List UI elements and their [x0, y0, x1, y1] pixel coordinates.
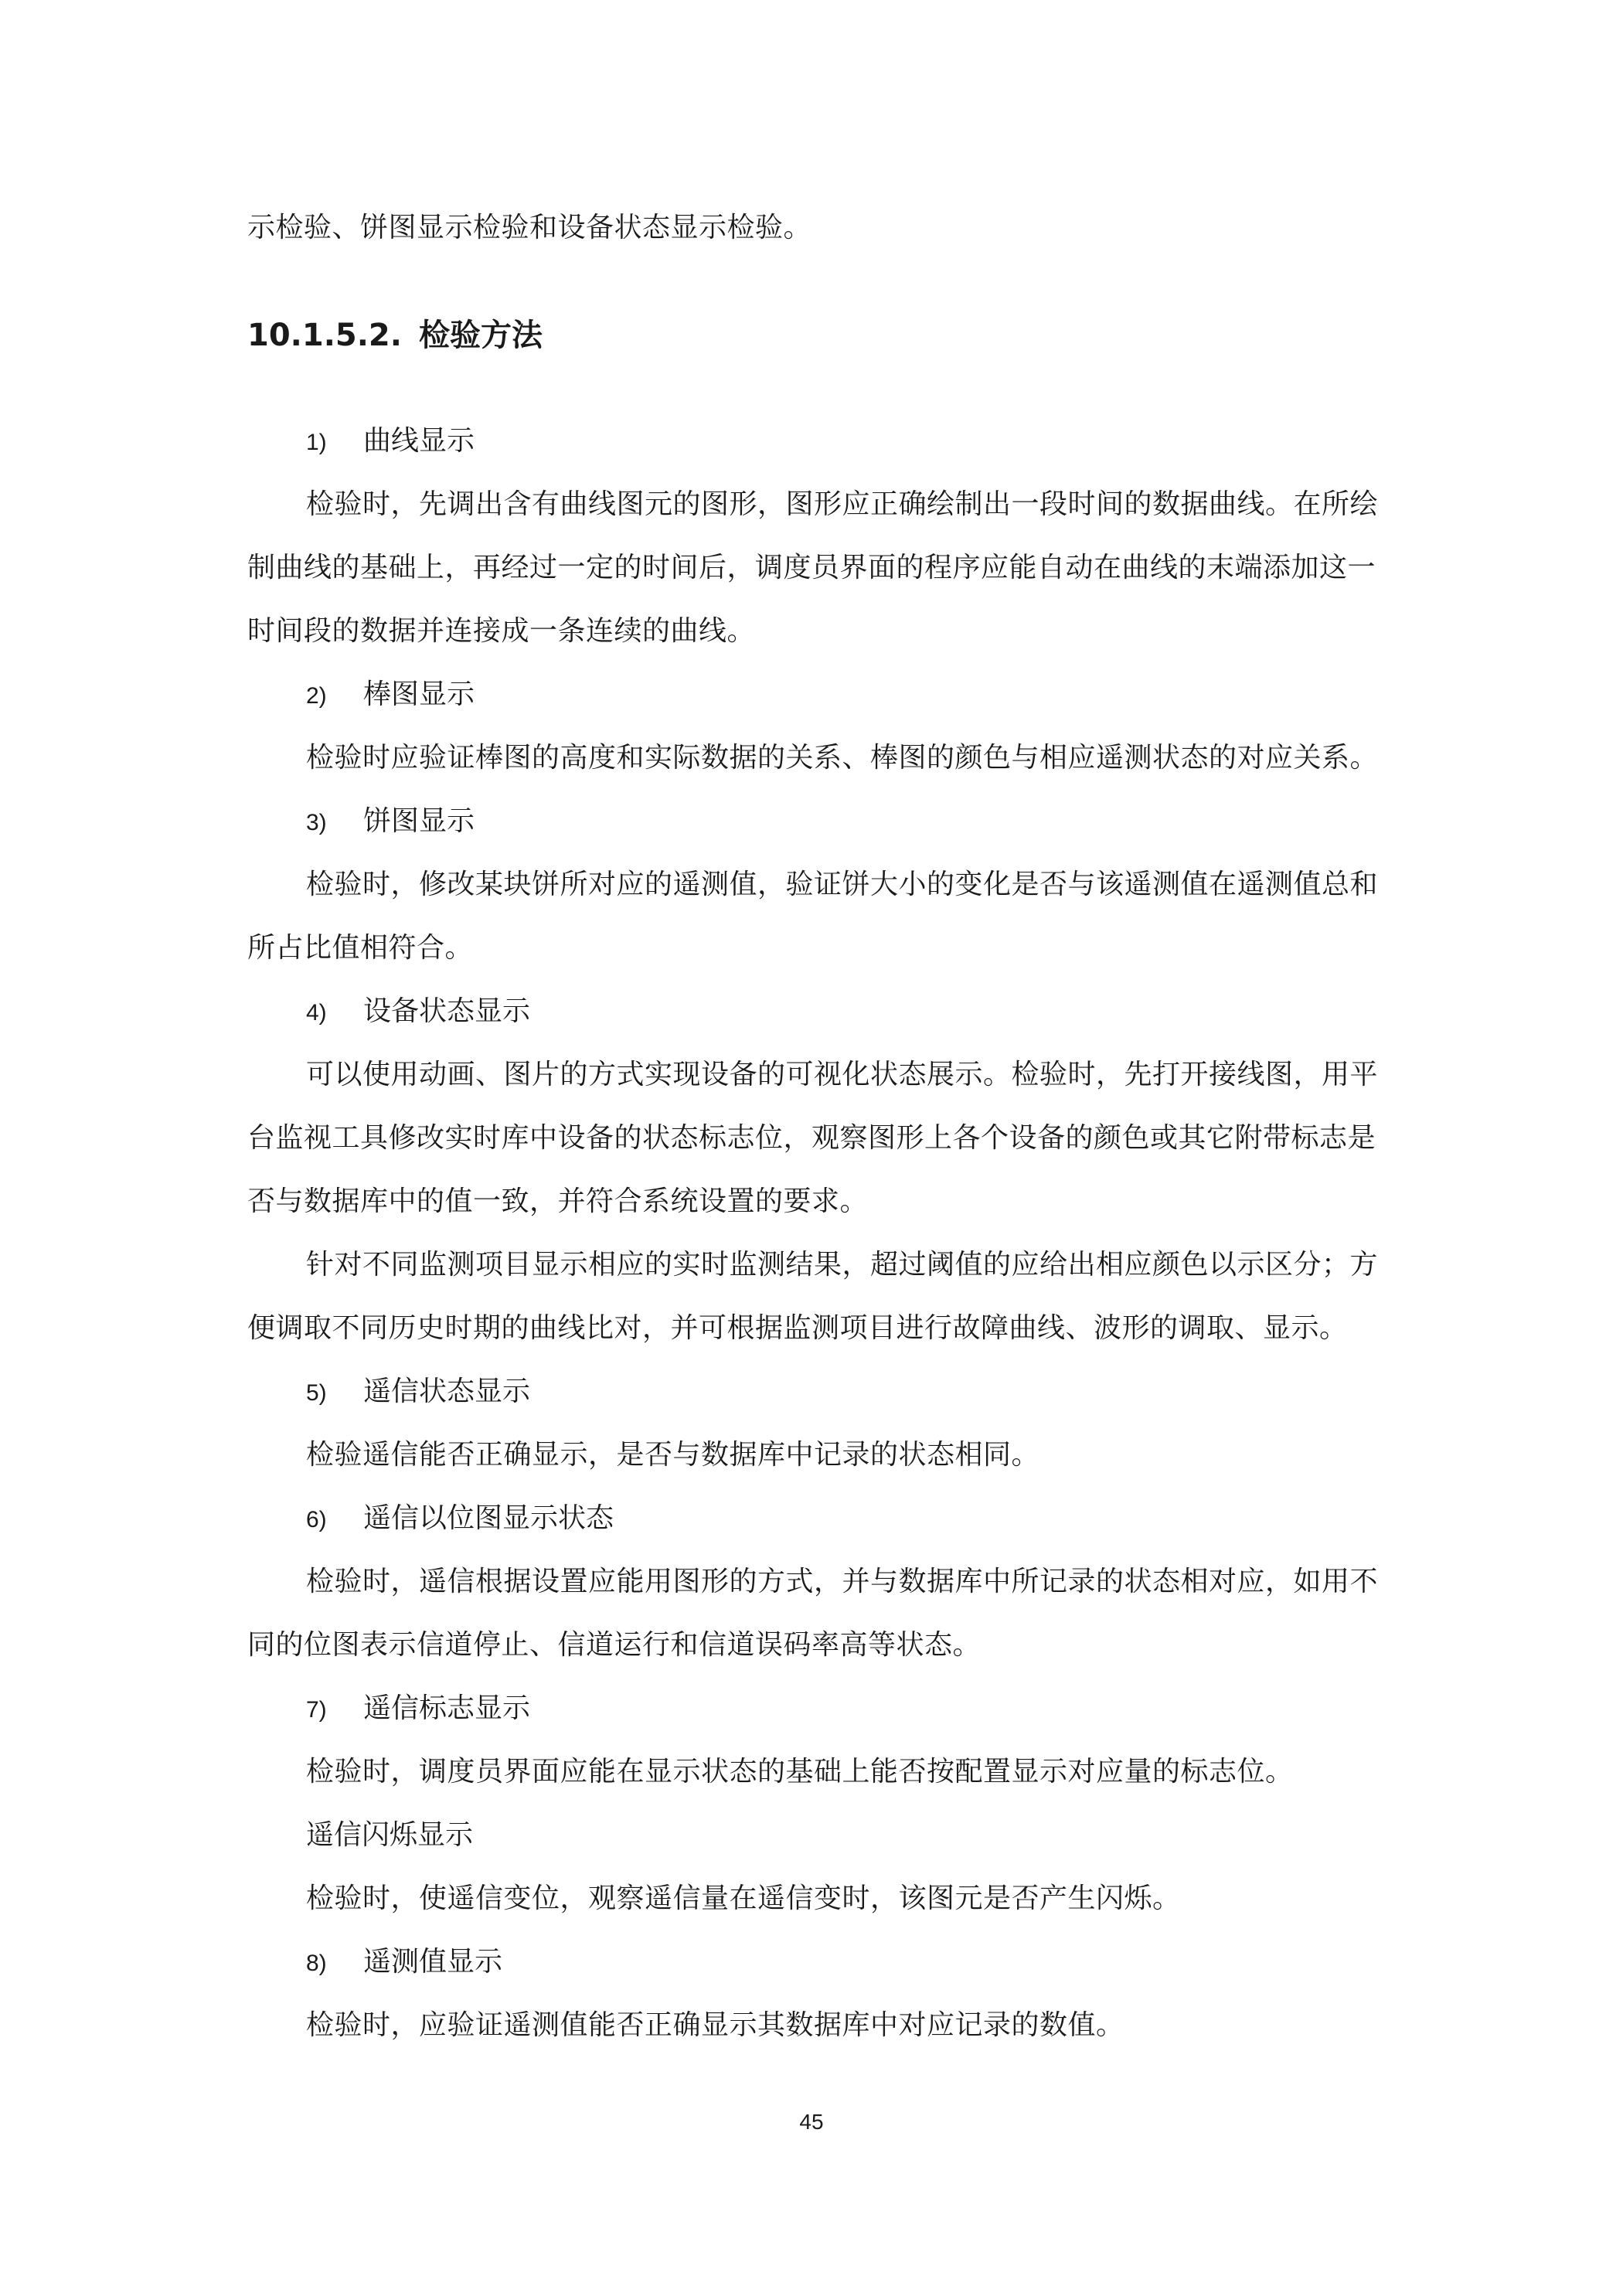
intro-line: 示检验、饼图显示检验和设备状态显示检验。 [247, 212, 812, 243]
list-item-label: 棒图显示 [363, 679, 475, 710]
paragraph-line: 时间段的数据并连接成一条连续的曲线。 [247, 615, 756, 647]
list-item-label: 遥信标志显示 [363, 1692, 531, 1724]
list-item-number: 2) [306, 683, 327, 709]
list-item-label: 遥信闪烁显示 [306, 1819, 474, 1851]
list-item-label: 遥信状态显示 [363, 1376, 531, 1407]
list-item-number: 6) [306, 1507, 327, 1532]
paragraph-line: 检验时，遥信根据设置应能用图形的方式，并与数据库中所记录的状态相对应，如用不 [306, 1566, 1379, 1597]
paragraph-line: 检验时，使遥信变位，观察遥信量在遥信变时，该图元是否产生闪烁。 [306, 1883, 1181, 1914]
list-item-title [306, 1372, 530, 1413]
page-number: 45 [799, 2110, 824, 2134]
section-title: 检验方法 [419, 318, 543, 353]
list-item-number: 4) [306, 1000, 327, 1026]
section-number: 10.1.5.2. [247, 318, 402, 353]
list-item-label: 曲线显示 [363, 425, 475, 457]
paragraph-line: 检验时，先调出含有曲线图元的图形，图形应正确绘制出一段时间的数据曲线。在所绘 [306, 488, 1379, 520]
list-item-label: 饼图显示 [363, 805, 475, 837]
list-item-label: 遥信以位图显示状态 [363, 1502, 614, 1534]
list-item-number: 5) [306, 1380, 327, 1406]
list-item-title [306, 802, 475, 842]
list-item-title [306, 422, 475, 462]
paragraph-line: 针对不同监测项目显示相应的实时监测结果，超过阈值的应给出相应颜色以示区分；方 [306, 1249, 1379, 1281]
paragraph-line: 台监视工具修改实时库中设备的状态标志位，观察图形上各个设备的颜色或其它附带标志是 [247, 1122, 1376, 1154]
section-heading [247, 314, 543, 357]
paragraph-line: 检验时，修改某块饼所对应的遥测值，验证饼大小的变化是否与该遥测值在遥测值总和 [306, 869, 1379, 900]
list-item-label: 设备状态显示 [363, 995, 531, 1027]
list-item-title [306, 1943, 502, 1983]
list-item-number: 1) [306, 430, 327, 455]
paragraph-line: 便调取不同历史时期的曲线比对，并可根据监测项目进行故障曲线、波形的调取、显示。 [247, 1312, 1348, 1344]
paragraph-line: 制曲线的基础上，再经过一定的时间后，调度员界面的程序应能自动在曲线的末端添加这一 [247, 552, 1376, 583]
paragraph-line: 检验时，调度员界面应能在显示状态的基础上能否按配置显示对应量的标志位。 [306, 1756, 1294, 1787]
list-item-title [306, 1499, 614, 1539]
list-item-label: 遥测值显示 [363, 1946, 503, 1978]
list-item-number: 3) [306, 810, 327, 835]
paragraph-line: 检验遥信能否正确显示，是否与数据库中记录的状态相同。 [306, 1439, 1040, 1471]
paragraph-line: 所占比值相符合。 [247, 932, 474, 964]
list-item-title [306, 1689, 530, 1730]
paragraph-line: 可以使用动画、图片的方式实现设备的可视化状态展示。检验时，先打开接线图，用平 [306, 1059, 1379, 1090]
list-item-title [306, 1816, 473, 1855]
list-item-number: 8) [306, 1951, 327, 1976]
paragraph-line: 同的位图表示信道停止、信道运行和信道误码率高等状态。 [247, 1629, 982, 1661]
list-item-number: 7) [306, 1697, 327, 1723]
paragraph-line: 检验时应验证棒图的高度和实际数据的关系、棒图的颜色与相应遥测状态的对应关系。 [306, 742, 1379, 774]
list-item-title [306, 992, 530, 1032]
paragraph-line: 检验时，应验证遥测值能否正确显示其数据库中对应记录的数值。 [306, 2009, 1125, 2041]
paragraph-line: 否与数据库中的值一致，并符合系统设置的要求。 [247, 1185, 869, 1217]
list-item-title [306, 675, 475, 716]
